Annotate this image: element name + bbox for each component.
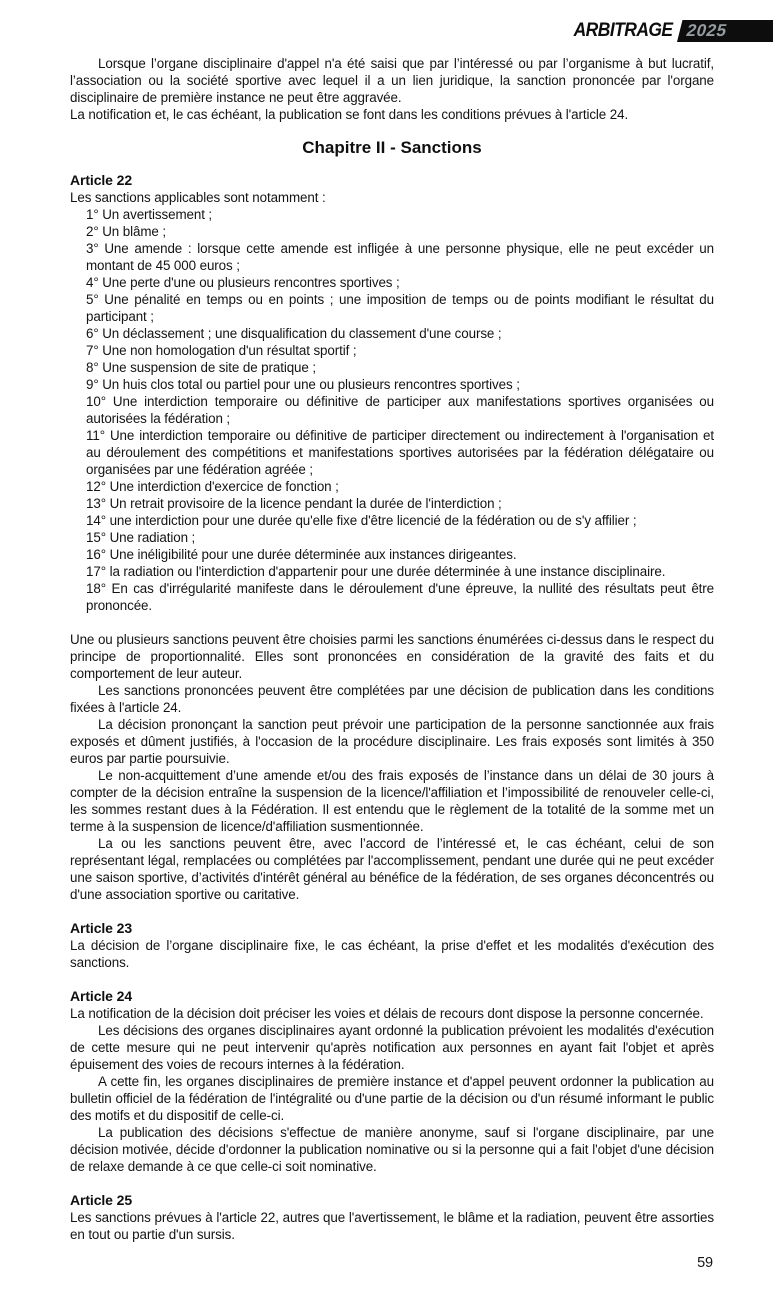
sanction-item-6: 6° Un déclassement ; une disqualification du classement d'une course ; xyxy=(86,326,502,341)
sanction-item-18: 18° En cas d'irrégularité manifeste dans le déroulement d'une épreuve, la nullité des résultats peut être prononcée. xyxy=(86,581,714,613)
article-22-intro: Les sanctions applicables sont notamment : xyxy=(70,190,326,205)
page-header xyxy=(0,20,773,42)
article-23-body: La décision de l’organe disciplinaire fixe, le cas échéant, la prise d'effet et les modalités d'exécution des sanctions. xyxy=(70,938,714,970)
article-24-paragraph-1: La notification de la décision doit préciser les voies et délais de recours dont dispose la personne concernée. xyxy=(70,1006,704,1021)
sanction-item-5: 5° Une pénalité en temps ou en points ; une imposition de temps ou de points modifiant le résultat du participant ; xyxy=(86,292,714,324)
sanction-item-9: 9° Un huis clos total ou partiel pour une ou plusieurs rencontres sportives ; xyxy=(86,377,520,392)
article-24-paragraph-3: A cette fin, les organes disciplinaires de première instance et d'appel peuvent ordonner la publication au bulletin officiel de la fédération de l'intégralité ou d'une partie de la décision ou d'un résumé informant le public des motifs et du dispositif de celle-ci. xyxy=(70,1074,714,1123)
brand-logo-text: ARBITRAGE xyxy=(574,20,673,41)
article-22-paragraph-4: Le non-acquittement d’une amende et/ou des frais exposés de l’instance dans un délai de 30 jours à compter de la décision entraîne la suspension de la licence/l'affiliation et l’impossibilité de renouveler celle-ci, les sommes restant dues à la Fédération. Il est entendu que le règlement de la totalité de la somme met un terme à la suspension de licence/d'affiliation susmentionnée. xyxy=(70,768,714,834)
sanction-item-10: 10° Une interdiction temporaire ou définitive de participer aux manifestations sportives organisées ou autorisées la fédération ; xyxy=(86,394,714,426)
brand-year-badge xyxy=(677,20,773,42)
intro-paragraph-1: Lorsque l’organe disciplinaire d'appel n'a été saisi que par l’intéressé ou par l’organisme à but lucratif, l’association ou la société sportive avec lequel il a un lien juridique, la sanction prononcée par l'organe disciplinaire de première instance ne peut être aggravée. xyxy=(70,56,714,105)
sanction-item-16: 16° Une inéligibilité pour une durée déterminée aux instances dirigeantes. xyxy=(86,547,517,562)
sanction-item-11: 11° Une interdiction temporaire ou définitive de participer directement ou indirectement à l'organisation et au déroulement des compétitions et manifestations sportives autorisées par la fédération délégataire ou organisées par une fédération agréée ; xyxy=(86,428,714,477)
intro-paragraph-2: La notification et, le cas échéant, la publication se font dans les conditions prévues à l'article 24. xyxy=(70,107,629,122)
chapter-title: Chapitre II - Sanctions xyxy=(302,138,482,157)
article-22-paragraph-5: La ou les sanctions peuvent être, avec l’accord de l’intéressé et, le cas échéant, celui de son représentant légal, remplacées ou complétées par l'accomplissement, pendant une durée qui ne peut excéder une saison sportive, d’activités d'intérêt général au bénéfice de la fédération, de ses organes déconcentrés ou d'une association sportive ou caritative. xyxy=(70,836,714,902)
brand-year-text: 2025 xyxy=(684,21,730,40)
sanction-item-15: 15° Une radiation ; xyxy=(86,530,196,545)
sanction-item-13: 13° Un retrait provisoire de la licence pendant la durée de l'interdiction ; xyxy=(86,496,502,511)
document-body xyxy=(70,55,714,1243)
article-22-title: Article 22 xyxy=(70,172,133,188)
page-number: 59 xyxy=(697,1255,713,1271)
sanction-item-4: 4° Une perte d'une ou plusieurs rencontres sportives ; xyxy=(86,275,400,290)
sanction-item-1: 1° Un avertissement ; xyxy=(86,207,213,222)
article-24-paragraph-4: La publication des décisions s'effectue de manière anonyme, sauf si l'organe disciplinaire, par une décision motivée, décide d'ordonner la publication nominative ou si la personne qui a fait l'objet d'une décision de relaxe demande à ce que celle-ci soit nominative. xyxy=(70,1125,714,1174)
article-24-paragraph-2: Les décisions des organes disciplinaires ayant ordonné la publication prévoient les modalités d'exécution de cette mesure qui ne peut intervenir qu'après notification aux personnes en ayant fait l'objet et après épuisement des voies de recours internes à la fédération. xyxy=(70,1023,714,1072)
sanction-item-3: 3° Une amende : lorsque cette amende est infligée à une personne physique, elle ne peut excéder un montant de 45 000 euros ; xyxy=(86,241,714,273)
article-22-paragraph-3: La décision prononçant la sanction peut prévoir une participation de la personne sanctionnée aux frais exposés et dûment justifiés, à l'occasion de la procédure disciplinaire. Les frais exposés sont limités à 350 euros par partie poursuivie. xyxy=(70,717,714,766)
article-22-paragraph-1: Une ou plusieurs sanctions peuvent être choisies parmi les sanctions énumérées ci-dessus dans le respect du principe de proportionnalité. Elles sont prononcées en considération de la gravité des faits et du comportement de leur auteur. xyxy=(70,632,714,681)
spacer xyxy=(70,614,714,631)
article-24-title: Article 24 xyxy=(70,988,133,1004)
sanction-item-8: 8° Une suspension de site de pratique ; xyxy=(86,360,316,375)
sanction-item-12: 12° Une interdiction d'exercice de fonction ; xyxy=(86,479,339,494)
article-23-title: Article 23 xyxy=(70,920,133,936)
sanction-item-2: 2° Un blâme ; xyxy=(86,224,166,239)
article-25-body: Les sanctions prévues à l'article 22, autres que l'avertissement, le blâme et la radiation, peuvent être assorties en tout ou partie d'un sursis. xyxy=(70,1210,714,1242)
article-22-paragraph-2: Les sanctions prononcées peuvent être complétées par une décision de publication dans les conditions fixées à l'article 24. xyxy=(70,683,714,715)
sanction-item-14: 14° une interdiction pour une durée qu'elle fixe d'être licencié de la fédération ou de s'y affilier ; xyxy=(86,513,637,528)
sanction-item-7: 7° Une non homologation d'un résultat sportif ; xyxy=(86,343,357,358)
article-25-title: Article 25 xyxy=(70,1192,133,1208)
sanction-item-17: 17° la radiation ou l'interdiction d'appartenir pour une durée déterminée à une instance disciplinaire. xyxy=(86,564,666,579)
sanctions-list xyxy=(70,206,714,614)
